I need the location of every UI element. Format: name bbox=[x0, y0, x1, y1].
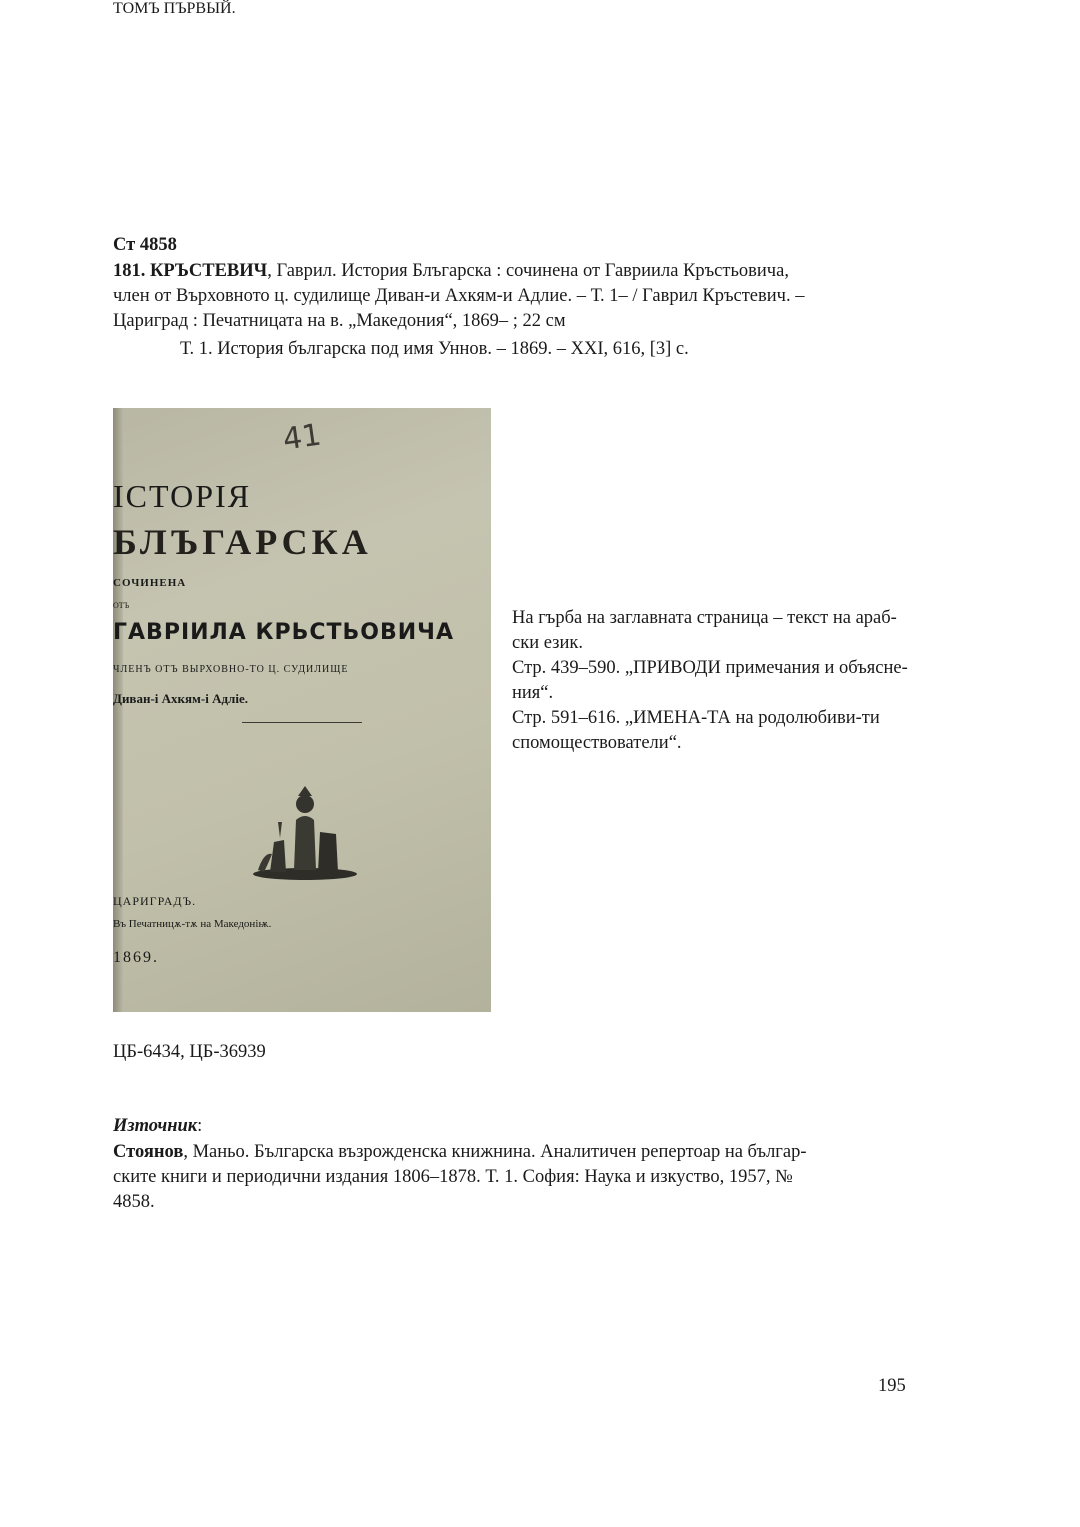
photo-position: ЧЛЕНЪ ОТЪ ВЫРХОВНО-ТО Ц. СУДИЛИЩЕ bbox=[113, 664, 349, 675]
photo-author: ГАВРІИЛА КРЬСТЬОВИЧА bbox=[113, 620, 454, 645]
photo-by: ОТЪ bbox=[113, 601, 130, 610]
library-holdings: ЦБ-6434, ЦБ-36939 bbox=[113, 1042, 266, 1062]
bibliographic-entry bbox=[113, 259, 939, 334]
photo-press: Въ Печатницѫ-тѫ на Македоніѭ. bbox=[113, 918, 272, 930]
source-heading bbox=[113, 1114, 202, 1139]
source-citation bbox=[113, 1140, 939, 1215]
entry-line-2: член от Върховното ц. судилище Диван-и Ахкям-и Адлие. – Т. 1– / Гаврил Кръстевич. – bbox=[113, 286, 805, 306]
photo-court: Диван-і Ахкям-і Адліе. bbox=[113, 691, 248, 706]
note-3-line-2: спомоществователи“. bbox=[512, 733, 682, 753]
printer-ornament-icon bbox=[250, 782, 360, 882]
record-id: Ст 4858 bbox=[113, 235, 177, 255]
notes-block bbox=[512, 606, 938, 756]
entry-line-1-rest: , Гаврил. История Блъгарска : сочинена от Гавриила Кръстьовича, bbox=[267, 261, 789, 281]
source-line-1 bbox=[113, 1140, 939, 1165]
photo-title-line-1: ІСТОРІЯ bbox=[113, 478, 252, 514]
photo-city: ЦАРИГРАДЪ. bbox=[113, 894, 197, 908]
source-line-2: ските книги и периодични издания 1806–1878. Т. 1. София: Наука и изкуство, 1957, № bbox=[113, 1167, 793, 1187]
author-surname: КРЪСТЕВИЧ bbox=[150, 261, 268, 281]
photo-volume: ТОМЪ ПЪРВЫЙ. bbox=[113, 0, 236, 17]
note-2-line-2: ния“. bbox=[512, 683, 554, 703]
volume-description: Т. 1. История българска под имя Уннов. – 1869. – XXI, 616, [3] с. bbox=[180, 339, 689, 359]
source-author-surname: Стоянов bbox=[113, 1142, 184, 1162]
note-1-line-1: На гърба на заглавната страница – текст на араб- bbox=[512, 608, 897, 628]
photo-title-line-2: БЛЪГАРСКА bbox=[113, 522, 372, 562]
source-colon: : bbox=[197, 1116, 203, 1136]
photo-composed: СОЧИНЕНА bbox=[113, 577, 187, 589]
handwritten-shelfmark: 41 bbox=[280, 417, 324, 458]
entry-number: 181. bbox=[113, 261, 146, 281]
page-number: 195 bbox=[878, 1376, 906, 1396]
entry-line-3: Цариград : Печатницата на в. „Македония“, 1869– ; 22 см bbox=[113, 311, 566, 331]
source-line-3: 4858. bbox=[113, 1192, 155, 1212]
photo-year: 1869. bbox=[113, 949, 159, 966]
entry-line-1 bbox=[113, 259, 939, 284]
note-1-line-2: ски език. bbox=[512, 633, 583, 653]
photo-divider bbox=[242, 722, 362, 723]
source-line-1-rest: , Маньо. Българска възрожденска книжнина. Аналитичен репертоар на българ- bbox=[183, 1142, 807, 1162]
note-2-line-1: Стр. 439–590. „ПРИВОДИ примечания и объясне- bbox=[512, 658, 908, 678]
note-3-line-1: Стр. 591–616. „ИМЕНА-ТА на родолюбиви-ти bbox=[512, 708, 880, 728]
source-label: Източник bbox=[113, 1116, 198, 1136]
